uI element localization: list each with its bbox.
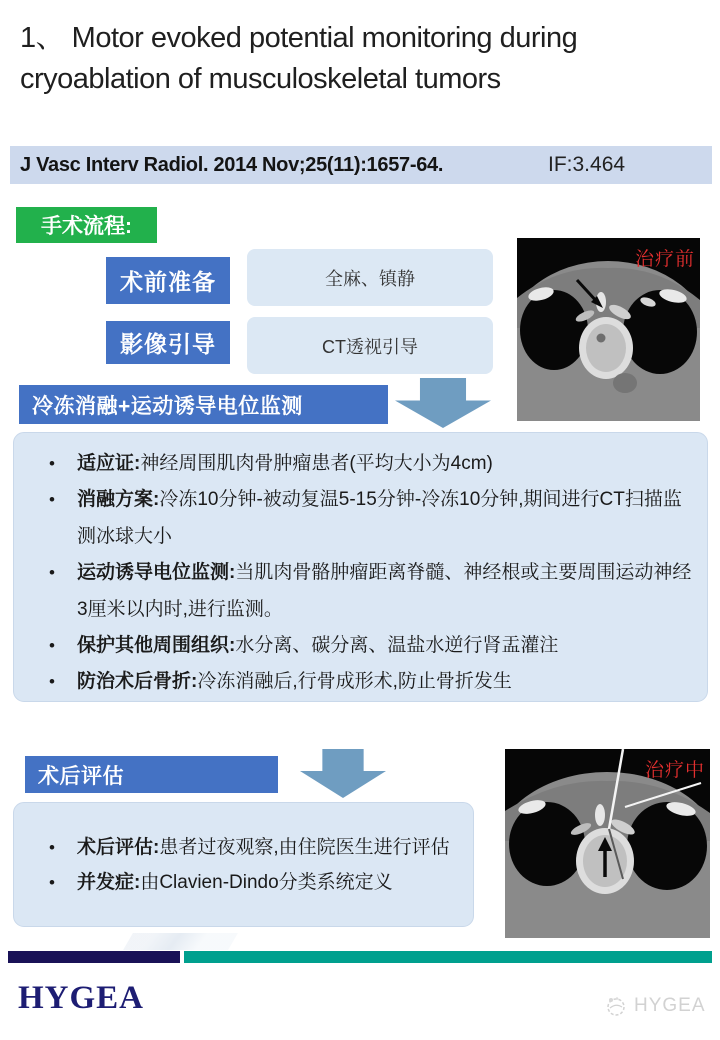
hygea-watermark-text: HYGEA	[634, 995, 706, 1016]
cryoablation-mep-bar: 冷冻消融+运动诱导电位监测	[19, 385, 388, 424]
down-arrow-icon	[395, 378, 491, 428]
hygea-logo: HYGEA	[18, 980, 145, 1016]
bullet-fracture-prevention	[34, 664, 693, 700]
ct-image-during-treatment	[505, 749, 710, 938]
globe-icon	[604, 994, 628, 1018]
bullet-body: 由Clavien-Dindo分类系统定义	[140, 872, 393, 893]
page-title	[20, 18, 700, 100]
footer-navy-bar	[8, 951, 180, 963]
bullet-head: 适应证:	[77, 453, 141, 474]
bullet-ablation-protocol	[34, 482, 693, 555]
page-title-line2: cryoablation of musculoskeletal tumors	[20, 63, 501, 95]
postop-panel	[13, 802, 474, 927]
bullet-head: 运动诱导电位监测:	[77, 562, 236, 584]
bullet-head: 术后评估:	[77, 837, 160, 858]
bullet-tissue-protection	[34, 628, 693, 664]
bullet-postop-evaluation	[34, 830, 463, 865]
step-imaging-detail: CT透视引导	[247, 317, 493, 374]
bullet-body: 冷冻10分钟-被动复温5-15分钟-冷冻10分钟,期间进行CT扫描监测冰球大小	[77, 489, 682, 547]
journal-citation: J Vasc Interv Radiol. 2014 Nov;25(11):1657-64.	[20, 153, 444, 176]
bullet-indication	[34, 446, 693, 482]
bullet-head: 保护其他周围组织:	[77, 635, 236, 657]
footer-teal-bar	[184, 951, 712, 963]
procedure-flow-badge: 手术流程:	[16, 207, 157, 243]
details-panel	[13, 432, 708, 702]
step-imaging-label: 影像引导	[106, 321, 230, 364]
step-preparation-detail: 全麻、镇静	[247, 249, 493, 306]
hygea-watermark	[604, 994, 706, 1018]
bullet-body: 患者过夜观察,由住院医生进行评估	[159, 837, 450, 858]
postop-evaluation-bar: 术后评估	[25, 756, 278, 793]
citation-bar	[10, 146, 712, 184]
ct-label-pretreatment: 治疗前	[634, 249, 695, 270]
down-arrow-icon	[300, 749, 386, 798]
bullet-complications	[34, 865, 463, 900]
footer-watermark-shape	[123, 933, 238, 950]
impact-factor: IF:3.464	[548, 153, 626, 176]
ct-label-during-treatment: 治疗中	[644, 760, 705, 781]
bullet-head: 消融方案:	[77, 489, 160, 511]
bullet-head: 防治术后骨折:	[77, 671, 198, 693]
bullet-mep-monitoring	[34, 555, 693, 628]
bullet-body: 冷冻消融后,行骨成形术,防止骨折发生	[197, 671, 512, 693]
bullet-body: 当肌肉骨骼肿瘤距离脊髓、神经根或主要周围运动神经3厘米以内时,进行监测。	[77, 562, 692, 620]
bullet-body: 神经周围肌肉骨肿瘤患者(平均大小为4cm)	[140, 453, 493, 474]
step-preparation-label: 术前准备	[106, 257, 230, 304]
bullet-head: 并发症:	[77, 872, 141, 893]
ct-image-pretreatment	[517, 238, 700, 421]
bullet-body: 水分离、碳分离、温盐水逆行肾盂灌注	[235, 635, 559, 657]
page-title-line1: 1、 Motor evoked potential monitoring during	[20, 22, 578, 54]
